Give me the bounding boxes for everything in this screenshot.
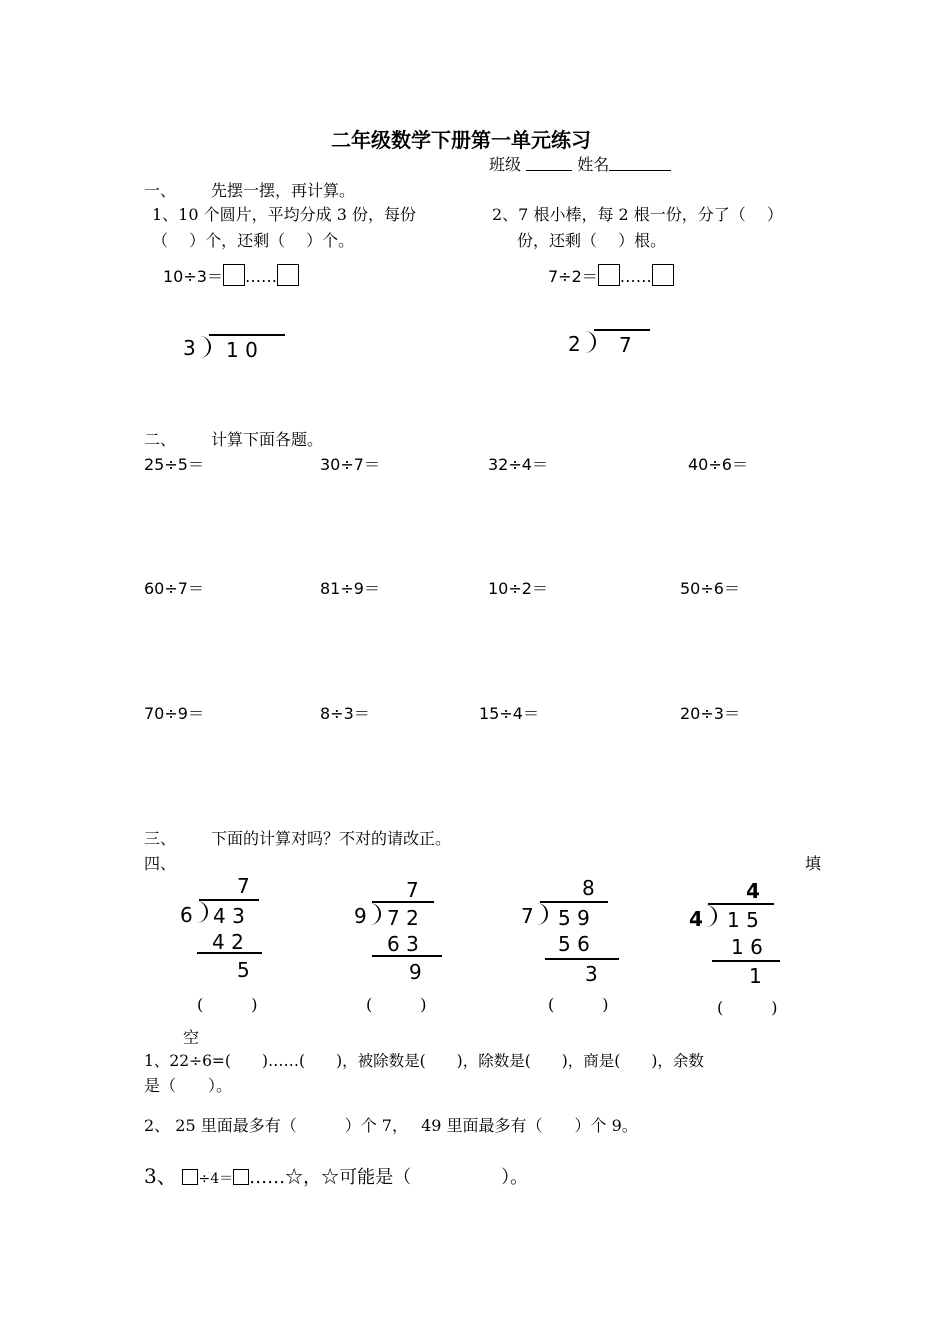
div3-bracket: [536, 903, 548, 925]
problem: 8÷3＝: [320, 704, 370, 723]
problem: 50÷6＝: [680, 579, 740, 598]
section4-number: 四、: [144, 854, 177, 873]
div1-quotient: 7: [237, 874, 250, 898]
dividend-box[interactable]: [182, 1169, 198, 1185]
div3-remainder: 3: [585, 962, 598, 986]
s4-q1-line1: 1、22÷6=( )……( )，被除数是( )，除数是( )，商是( )，余数: [144, 1052, 704, 1070]
problem: 25÷5＝: [144, 455, 204, 474]
div3-rule: [545, 958, 619, 960]
div2-answer[interactable]: ( ): [366, 995, 427, 1014]
q2-line1: 2、7 根小棒，每 2 根一份，分了（ ）: [492, 205, 783, 224]
div3-bar: [540, 901, 608, 903]
div1-divisor: 6: [180, 903, 193, 927]
div1-remainder: 5: [237, 958, 250, 982]
div3-divisor: 7: [521, 904, 534, 928]
problem: 60÷7＝: [144, 579, 204, 598]
div3-answer[interactable]: ( ): [548, 995, 609, 1014]
ld2-divisor: 2: [568, 332, 581, 356]
div2-product: 6 3: [387, 932, 419, 956]
page-title: 二年级数学下册第一单元练习: [331, 128, 591, 152]
div4-quotient: 4: [746, 879, 760, 903]
quotient-box[interactable]: [223, 264, 245, 286]
div3-product: 5 6: [558, 932, 590, 956]
s4-q2: 2、 25 里面最多有（ ）个 7， 49 里面最多有（ ）个 9。: [144, 1116, 638, 1135]
student-info: [489, 152, 671, 175]
ld1-bar: [209, 334, 285, 336]
div4-rule: [712, 960, 780, 962]
div2-dividend: 7 2: [387, 906, 419, 930]
section4-heading-blank: 空: [183, 1028, 200, 1047]
div1-bar: [199, 899, 259, 901]
div4-dividend: 1 5: [727, 908, 759, 932]
ld2-bar: [594, 329, 650, 331]
div4-bar: [708, 903, 774, 905]
div3-quotient: 8: [582, 876, 595, 900]
problem: 30÷7＝: [320, 455, 380, 474]
q2-equation: 7÷2＝ ……: [548, 264, 674, 287]
section2-heading: 计算下面各题。: [211, 430, 324, 449]
div2-rule: [372, 955, 442, 957]
ld1-dividend: 1 0: [226, 338, 258, 362]
class-blank[interactable]: [526, 156, 572, 171]
div1-product: 4 2: [212, 930, 244, 954]
problem: 20÷3＝: [680, 704, 740, 723]
q1-line2: （ ）个，还剩（ ）个。: [152, 231, 355, 250]
div2-remainder: 9: [409, 960, 422, 984]
div1-rule: [197, 952, 262, 954]
quotient-box[interactable]: [233, 1169, 249, 1185]
section1-number: 一、: [144, 181, 177, 200]
div1-bracket: [196, 901, 208, 923]
section2-number: 二、: [144, 430, 177, 449]
div2-bar: [372, 901, 434, 903]
remainder-box[interactable]: [652, 264, 674, 286]
q1-line1: 1、10 个圆片，平均分成 3 份，每份: [152, 205, 416, 224]
div2-quotient: 7: [406, 878, 419, 902]
div1-answer[interactable]: ( ): [197, 995, 258, 1014]
q1-equation: 10÷3＝ ……: [163, 264, 299, 287]
name-blank[interactable]: [609, 156, 671, 171]
div3-dividend: 5 9: [558, 906, 590, 930]
section3-number: 三、: [144, 829, 177, 848]
section3-heading: 下面的计算对吗？不对的请改正。: [211, 829, 452, 848]
section4-heading-fill: 填: [805, 854, 822, 873]
class-label: 班级: [489, 155, 522, 174]
problem: 70÷9＝: [144, 704, 204, 723]
q2-line2: 份，还剩（ ）根。: [517, 231, 667, 250]
div4-answer[interactable]: ( ): [717, 998, 778, 1017]
s4-q3: 3、 ÷4＝ ……☆，☆可能是（ ）。: [144, 1164, 529, 1188]
problem: 32÷4＝: [488, 455, 548, 474]
problem: 81÷9＝: [320, 579, 380, 598]
div2-bracket: [369, 903, 381, 925]
problem: 40÷6＝: [688, 455, 748, 474]
ld1-bracket: [199, 336, 211, 358]
div4-remainder: 1: [749, 964, 762, 988]
div1-dividend: 4 3: [213, 904, 245, 928]
problem: 15÷4＝: [479, 704, 539, 723]
name-label: 姓名: [577, 155, 610, 174]
problem: 10÷2＝: [488, 579, 548, 598]
quotient-box[interactable]: [598, 264, 620, 286]
div4-product: 1 6: [731, 935, 763, 959]
ld2-bracket: [584, 331, 596, 353]
remainder-box[interactable]: [277, 264, 299, 286]
div4-bracket: [705, 905, 717, 927]
ld1-divisor: 3: [183, 336, 196, 360]
s4-q1-line2: 是（ ）。: [144, 1076, 233, 1095]
div4-divisor: 4: [689, 907, 703, 931]
div2-divisor: 9: [354, 904, 367, 928]
ld2-dividend: 7: [619, 333, 632, 357]
section1-heading: 先摆一摆，再计算。: [211, 181, 356, 200]
